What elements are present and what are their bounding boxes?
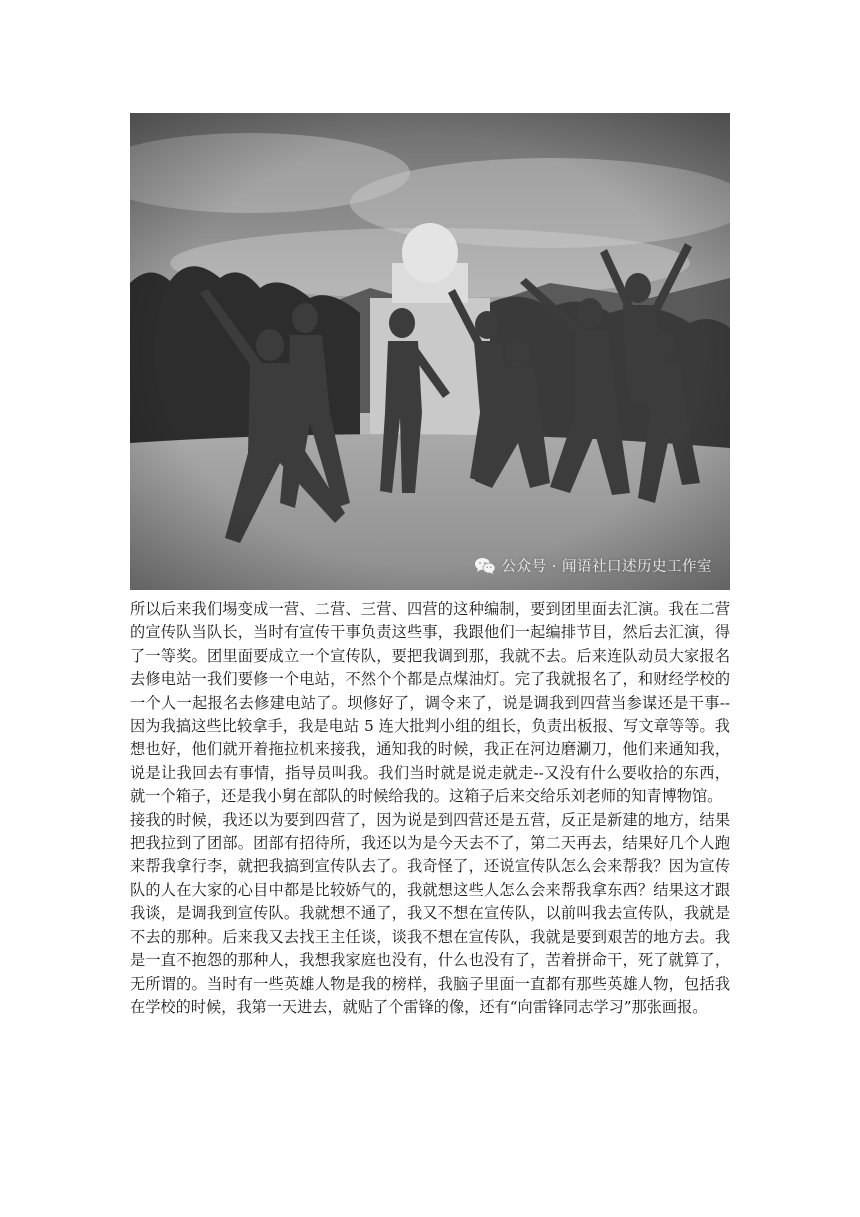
paragraph: 接我的时候，我还以为要到四营了，因为说是到四营还是五营，反正是新建的地方，结果把我拉到了团部。团部有招待所，我还以为是今天去不了，第二天再去，结果好几个人跑来帮我拿行李，就把我搞到宣传队去了。我奇怪了，还说宣传队怎么会来帮我？因为宣传队的人在大家的心目中都是比较娇气的，我就想这些人怎么会来帮我拿东西？结果这才跟我谈，是调我到宣传队。我就想不通了，我又不想在宣传队，以前叫我去宣传队，我就是不去的那种。后来我又去找王主任谈，谈我不想在宣传队，我就是要到艰苦的地方去。我是一直不抱怨的那种人，我想我家庭也没有，什么也没有了，苦着拼命干，死了就算了，无所谓的。当时有一些英雄人物是我的榜样，我脑子里面一直都有那些英雄人物，包括我在学校的时候，我第一天进去，就贴了个雷锋的像，还有“向雷锋同志学习”那张画报。 — [130, 810, 730, 1016]
historical-photo — [130, 113, 730, 590]
paragraph: 所以后来我们埸变成一营、二营、三营、四营的这种编制，要到团里面去汇演。我在二营的宣传队当队长，当时有宣传干事负责这些事，我跟他们一起编排节目，然后去汇演，得了一等奖。团里面要成立一个宣传队，要把我调到那，我就不去。后来连队动员大家报名去修电站一我们要修一个电站，不然个个都是点煤油灯。完了我就报名了，和财经学校的一个人一起报名去修建电站了。坝修好了，调令来了，说是调我到四营当参谋还是干事--因为我搞这些比较拿手，我是电站 5 连大批判小组的组长，负责出板报、写文章等等。我想也好，他们就开着拖拉机来接我，通知我的时候，我正在河边磨涮刀，他们来通知我，说是让我回去有事情，指导员叫我。我们当时就是说走就走--又没有什么要收拾的东西，就一个箱子，还是我小舅在部队的时候给我的。这箱子后来交给乐刘老师的知青博物馆。 — [130, 600, 730, 806]
watermark — [474, 555, 712, 576]
wechat-icon — [474, 557, 496, 575]
article-body — [130, 598, 730, 1019]
watermark-text: 公众号 · 闻语社口述历史工作室 — [501, 559, 712, 575]
photo-illustration — [130, 113, 730, 590]
